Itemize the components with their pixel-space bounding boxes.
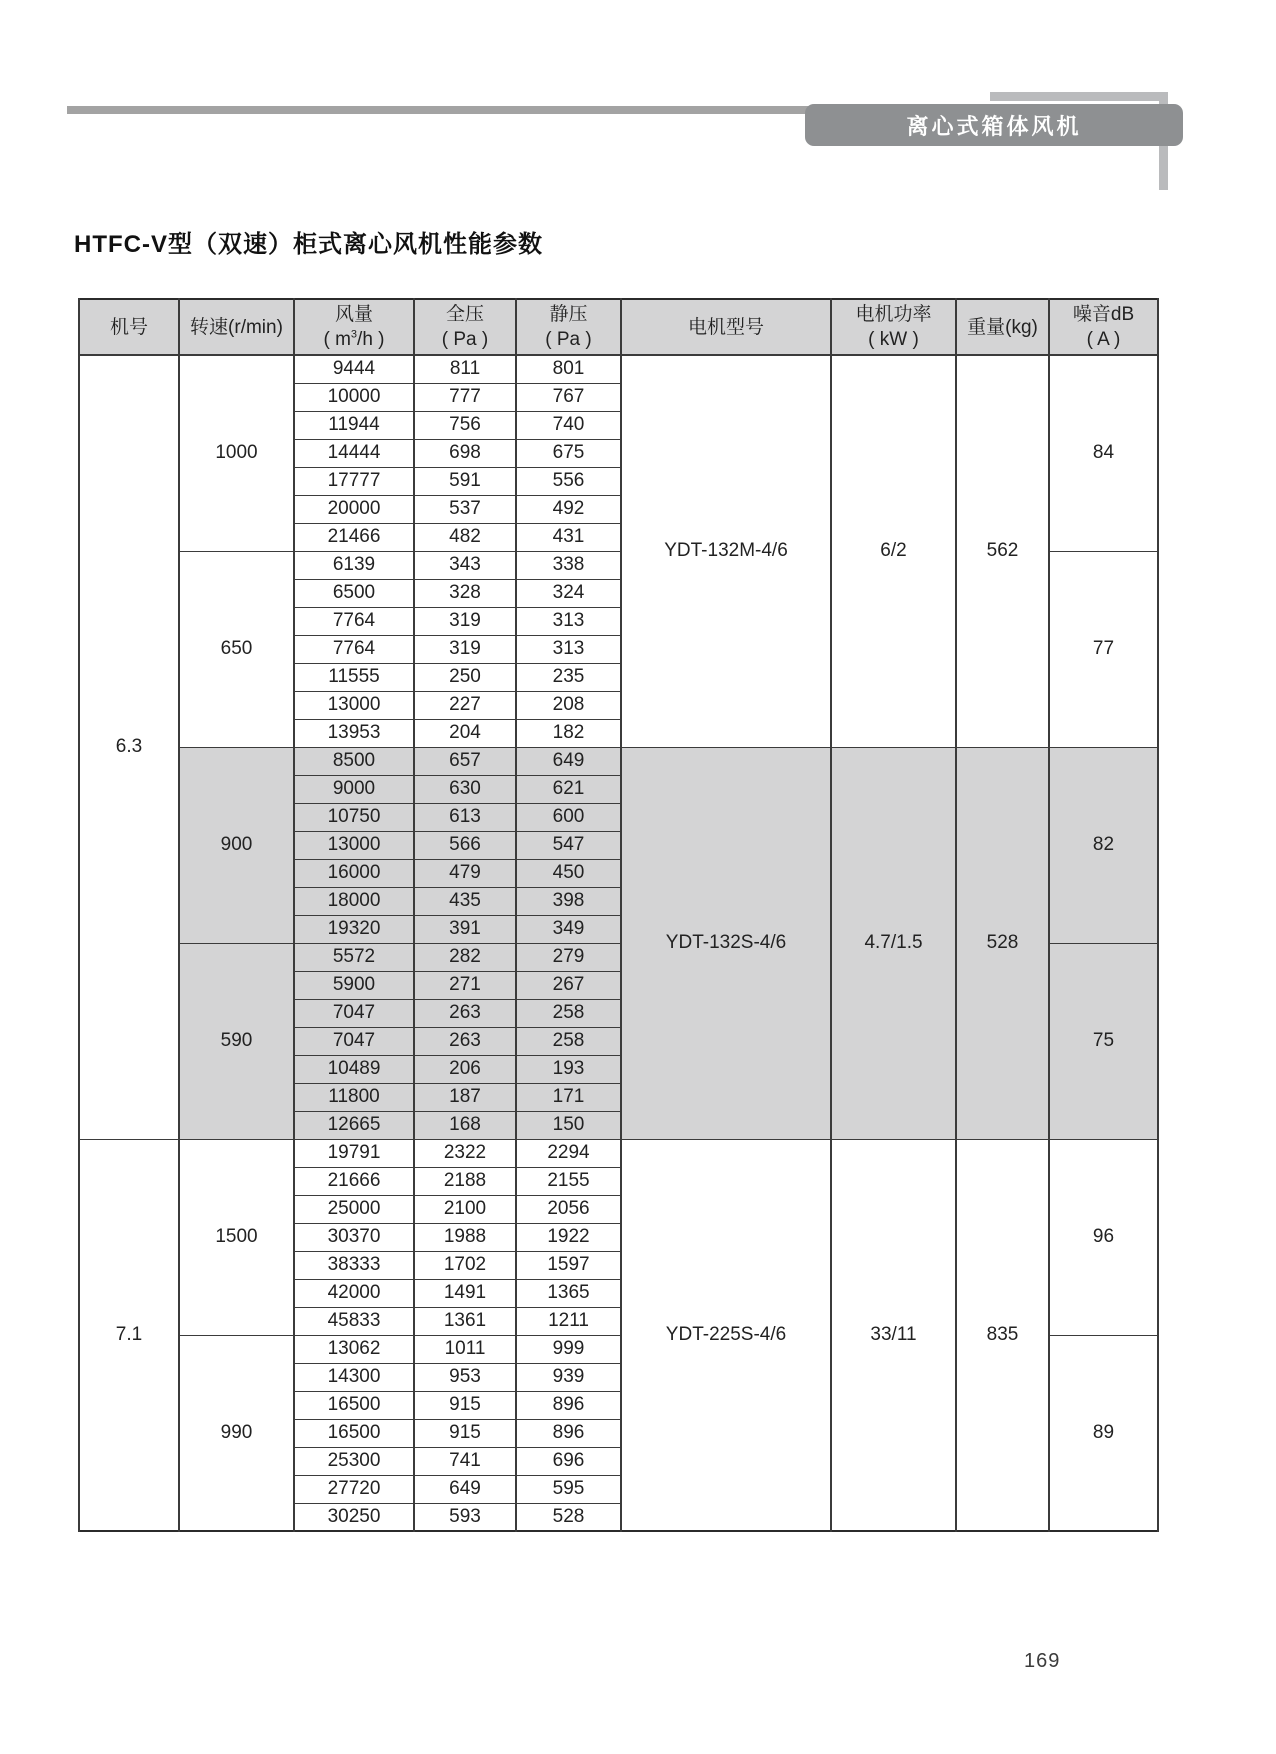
static-pressure-cell: 182 [516, 719, 621, 747]
header-noise [1049, 299, 1158, 355]
static-pressure-cell: 193 [516, 1055, 621, 1083]
header-total-pressure-label: 全压 [445, 304, 484, 325]
total-pressure-cell: 250 [414, 663, 516, 691]
static-pressure-cell: 528 [516, 1503, 621, 1531]
static-pressure-cell: 338 [516, 551, 621, 579]
static-pressure-cell: 696 [516, 1447, 621, 1475]
total-pressure-cell: 2322 [414, 1139, 516, 1167]
flow-cell: 21666 [294, 1167, 414, 1195]
flow-cell: 21466 [294, 523, 414, 551]
total-pressure-cell: 811 [414, 355, 516, 383]
flow-cell: 45833 [294, 1307, 414, 1335]
header-model [79, 299, 179, 355]
table-row [79, 1139, 1158, 1167]
static-pressure-cell: 324 [516, 579, 621, 607]
static-pressure-cell: 740 [516, 411, 621, 439]
flow-cell: 16500 [294, 1391, 414, 1419]
speed-cell: 590 [179, 943, 294, 1139]
flow-cell: 11800 [294, 1083, 414, 1111]
flow-cell: 9000 [294, 775, 414, 803]
total-pressure-cell: 1988 [414, 1223, 516, 1251]
total-pressure-cell: 271 [414, 971, 516, 999]
static-pressure-cell: 492 [516, 495, 621, 523]
static-pressure-cell: 313 [516, 635, 621, 663]
static-pressure-cell: 556 [516, 467, 621, 495]
flow-cell: 42000 [294, 1279, 414, 1307]
header-weight-label: 重量(kg) [967, 316, 1038, 338]
total-pressure-cell: 649 [414, 1475, 516, 1503]
static-pressure-cell: 600 [516, 803, 621, 831]
header-flow [294, 299, 414, 355]
total-pressure-cell: 328 [414, 579, 516, 607]
speed-cell: 990 [179, 1335, 294, 1531]
static-pressure-cell: 547 [516, 831, 621, 859]
corner-accent-horizontal [990, 92, 1168, 101]
total-pressure-cell: 630 [414, 775, 516, 803]
static-pressure-cell: 313 [516, 607, 621, 635]
flow-cell: 14300 [294, 1363, 414, 1391]
speed-cell: 900 [179, 747, 294, 943]
static-pressure-cell: 801 [516, 355, 621, 383]
total-pressure-cell: 953 [414, 1363, 516, 1391]
flow-cell: 8500 [294, 747, 414, 775]
header-static-pressure [516, 299, 621, 355]
model-cell: 6.3 [79, 355, 179, 1139]
total-pressure-cell: 204 [414, 719, 516, 747]
header-speed-label: 转速(r/min) [190, 316, 283, 338]
total-pressure-cell: 1702 [414, 1251, 516, 1279]
total-pressure-cell: 593 [414, 1503, 516, 1531]
total-pressure-cell: 1011 [414, 1335, 516, 1363]
total-pressure-cell: 1491 [414, 1279, 516, 1307]
noise-cell: 96 [1049, 1139, 1158, 1335]
static-pressure-cell: 675 [516, 439, 621, 467]
flow-cell: 6500 [294, 579, 414, 607]
flow-cell: 12665 [294, 1111, 414, 1139]
flow-cell: 25000 [294, 1195, 414, 1223]
page-number: 169 [1024, 1650, 1061, 1672]
static-pressure-cell: 258 [516, 1027, 621, 1055]
flow-cell: 9444 [294, 355, 414, 383]
total-pressure-cell: 263 [414, 1027, 516, 1055]
total-pressure-cell: 777 [414, 383, 516, 411]
static-pressure-cell: 235 [516, 663, 621, 691]
static-pressure-cell: 150 [516, 1111, 621, 1139]
total-pressure-cell: 698 [414, 439, 516, 467]
flow-cell: 30370 [294, 1223, 414, 1251]
flow-cell: 11555 [294, 663, 414, 691]
flow-cell: 5572 [294, 943, 414, 971]
header-motor-power-label: 电机功率 [855, 304, 932, 325]
static-pressure-cell: 349 [516, 915, 621, 943]
section-badge: 离心式箱体风机 [805, 104, 1183, 146]
header-static-pressure-unit: ( Pa ) [545, 329, 592, 350]
total-pressure-cell: 391 [414, 915, 516, 943]
table-header [79, 299, 1158, 355]
total-pressure-cell: 566 [414, 831, 516, 859]
static-pressure-cell: 939 [516, 1363, 621, 1391]
weight-cell: 562 [956, 355, 1049, 747]
flow-cell: 7764 [294, 607, 414, 635]
power-cell: 4.7/1.5 [831, 747, 956, 1139]
flow-cell: 13953 [294, 719, 414, 747]
header-motor-model [621, 299, 831, 355]
speed-cell: 650 [179, 551, 294, 747]
flow-cell: 13062 [294, 1335, 414, 1363]
header-flow-unit-suffix: /h ) [357, 329, 385, 350]
performance-table [78, 298, 1159, 1532]
total-pressure-cell: 206 [414, 1055, 516, 1083]
power-cell: 33/11 [831, 1139, 956, 1531]
header-static-pressure-label: 静压 [549, 304, 588, 325]
flow-cell: 11944 [294, 411, 414, 439]
static-pressure-cell: 649 [516, 747, 621, 775]
header-weight [956, 299, 1049, 355]
static-pressure-cell: 595 [516, 1475, 621, 1503]
flow-cell: 20000 [294, 495, 414, 523]
total-pressure-cell: 756 [414, 411, 516, 439]
flow-cell: 10000 [294, 383, 414, 411]
flow-cell: 10489 [294, 1055, 414, 1083]
static-pressure-cell: 208 [516, 691, 621, 719]
total-pressure-cell: 319 [414, 635, 516, 663]
header-flow-unit-sup: 3 [350, 328, 358, 341]
flow-cell: 7047 [294, 999, 414, 1027]
flow-cell: 16000 [294, 859, 414, 887]
flow-cell: 27720 [294, 1475, 414, 1503]
total-pressure-cell: 187 [414, 1083, 516, 1111]
weight-cell: 835 [956, 1139, 1049, 1531]
total-pressure-cell: 2100 [414, 1195, 516, 1223]
total-pressure-cell: 613 [414, 803, 516, 831]
flow-cell: 25300 [294, 1447, 414, 1475]
header-row [79, 299, 1158, 355]
flow-cell: 16500 [294, 1419, 414, 1447]
static-pressure-cell: 1922 [516, 1223, 621, 1251]
flow-cell: 19791 [294, 1139, 414, 1167]
header-motor-power-unit: ( kW ) [868, 329, 919, 350]
total-pressure-cell: 479 [414, 859, 516, 887]
header-noise-unit: ( A ) [1086, 329, 1121, 350]
header-total-pressure-unit: ( Pa ) [441, 329, 489, 350]
static-pressure-cell: 999 [516, 1335, 621, 1363]
total-pressure-cell: 343 [414, 551, 516, 579]
motor-cell: YDT-132S-4/6 [621, 747, 831, 1139]
flow-cell: 13000 [294, 691, 414, 719]
weight-cell: 528 [956, 747, 1049, 1139]
static-pressure-cell: 896 [516, 1391, 621, 1419]
total-pressure-cell: 319 [414, 607, 516, 635]
noise-cell: 84 [1049, 355, 1158, 551]
motor-cell: YDT-225S-4/6 [621, 1139, 831, 1531]
total-pressure-cell: 657 [414, 747, 516, 775]
header-noise-label: 噪音dB [1072, 304, 1135, 325]
header-flow-unit [295, 327, 413, 352]
flow-cell: 10750 [294, 803, 414, 831]
header-motor-model-label: 电机型号 [687, 316, 764, 338]
flow-cell: 38333 [294, 1251, 414, 1279]
speed-cell: 1500 [179, 1139, 294, 1335]
flow-cell: 19320 [294, 915, 414, 943]
flow-cell: 30250 [294, 1503, 414, 1531]
noise-cell: 82 [1049, 747, 1158, 943]
static-pressure-cell: 896 [516, 1419, 621, 1447]
static-pressure-cell: 398 [516, 887, 621, 915]
static-pressure-cell: 267 [516, 971, 621, 999]
noise-cell: 77 [1049, 551, 1158, 747]
total-pressure-cell: 915 [414, 1419, 516, 1447]
page-title: HTFC-V型（双速）柜式离心风机性能参数 [74, 231, 543, 258]
static-pressure-cell: 621 [516, 775, 621, 803]
total-pressure-cell: 915 [414, 1391, 516, 1419]
model-cell: 7.1 [79, 1139, 179, 1531]
static-pressure-cell: 1211 [516, 1307, 621, 1335]
flow-cell: 5900 [294, 971, 414, 999]
static-pressure-cell: 279 [516, 943, 621, 971]
total-pressure-cell: 482 [414, 523, 516, 551]
flow-cell: 14444 [294, 439, 414, 467]
total-pressure-cell: 263 [414, 999, 516, 1027]
total-pressure-cell: 282 [414, 943, 516, 971]
total-pressure-cell: 741 [414, 1447, 516, 1475]
table-row [79, 355, 1158, 383]
static-pressure-cell: 431 [516, 523, 621, 551]
flow-cell: 18000 [294, 887, 414, 915]
total-pressure-cell: 591 [414, 467, 516, 495]
header-flow-unit-prefix: ( m [323, 329, 351, 350]
static-pressure-cell: 1365 [516, 1279, 621, 1307]
header-flow-label: 风量 [334, 304, 373, 325]
flow-cell: 7764 [294, 635, 414, 663]
static-pressure-cell: 171 [516, 1083, 621, 1111]
total-pressure-cell: 537 [414, 495, 516, 523]
total-pressure-cell: 435 [414, 887, 516, 915]
noise-cell: 89 [1049, 1335, 1158, 1531]
static-pressure-cell: 258 [516, 999, 621, 1027]
static-pressure-cell: 2056 [516, 1195, 621, 1223]
total-pressure-cell: 227 [414, 691, 516, 719]
total-pressure-cell: 168 [414, 1111, 516, 1139]
header-total-pressure [414, 299, 516, 355]
static-pressure-cell: 2155 [516, 1167, 621, 1195]
power-cell: 6/2 [831, 355, 956, 747]
static-pressure-cell: 767 [516, 383, 621, 411]
flow-cell: 17777 [294, 467, 414, 495]
flow-cell: 13000 [294, 831, 414, 859]
static-pressure-cell: 1597 [516, 1251, 621, 1279]
header-speed [179, 299, 294, 355]
noise-cell: 75 [1049, 943, 1158, 1139]
table-body [79, 355, 1158, 1531]
static-pressure-cell: 450 [516, 859, 621, 887]
total-pressure-cell: 2188 [414, 1167, 516, 1195]
flow-cell: 7047 [294, 1027, 414, 1055]
total-pressure-cell: 1361 [414, 1307, 516, 1335]
static-pressure-cell: 2294 [516, 1139, 621, 1167]
flow-cell: 6139 [294, 551, 414, 579]
motor-cell: YDT-132M-4/6 [621, 355, 831, 747]
header-model-label: 机号 [109, 316, 148, 338]
table-row [79, 747, 1158, 775]
speed-cell: 1000 [179, 355, 294, 551]
header-motor-power [831, 299, 956, 355]
